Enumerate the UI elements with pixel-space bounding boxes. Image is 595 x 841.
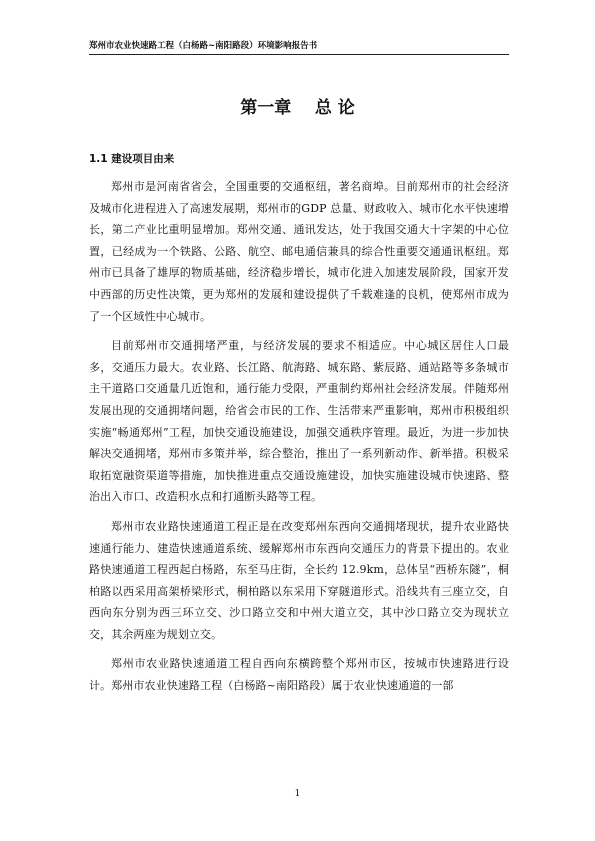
paragraph: 郑州市农业路快速通道工程正是在改变郑州东西向交通拥堵现状，提升农业路快速通行能力、建造快速通道系统、缓解郑州市东西向交通压力的背景下提出的。农业路快速通道工程西起白杨路，东至马庄街，全长约 12.9km，总体呈“西桥东隧”，桐柏路以西采用高架桥梁形式，桐柏路以东采用下穿隧道形式。沿线共有三座立交，自西向东分别为西三环立交、沙口路立交和中州大道立交，其中沙口路立交为现状立交，其余两座为规划立交。 bbox=[89, 519, 509, 641]
chapter-title: 第一章 总 论 bbox=[240, 98, 355, 118]
body-text bbox=[89, 176, 509, 697]
header-divider bbox=[89, 54, 509, 55]
paragraph: 郑州市农业路快速通道工程自西向东横跨整个郑州市区，按城市快速路进行设计。郑州市农业快速路工程（白杨路~南阳路段）属于农业快速通道的一部 bbox=[89, 657, 509, 693]
running-header: 郑州市农业快速路工程（白杨路~南阳路段）环境影响报告书 bbox=[89, 41, 318, 51]
paragraph: 郑州市是河南省省会，全国重要的交通枢纽，著名商埠。目前郑州市的社会经济及城市化进程进入了高速发展期，郑州市的GDP 总量、财政收入、城市化水平快速增长，第二产业比重明显增加。郑州交通、通讯发达，处于我国交通大十字架的中心位置，已经成为一个铁路、公路、航空、邮电通信兼具的综合性重要交通通讯枢纽。郑州市已具备了雄厚的物质基础，经济稳步增长，城市化进入加速发展阶段，国家开发中西部的历史性决策，更为郑州的发展和建设提供了千载难逢的良机，使郑州市成为了一个区域性中心城市。 bbox=[89, 180, 509, 323]
section-heading: 1.1 建设项目由来 bbox=[89, 153, 175, 165]
page-number: 1 bbox=[294, 789, 301, 799]
paragraph: 目前郑州市交通拥堵严重，与经济发展的要求不相适应。中心城区居住人口最多，交通压力最大。农业路、长江路、航海路、城东路、紫辰路、通站路等多条城市主干道路口交通量几近饱和，通行能力受限，严重制约郑州社会经济发展。伴随郑州发展出现的交通拥堵问题，给省会市民的工作、生活带来严重影响，郑州市积极组织实施“畅通郑州”工程，加快交通设施建设，加强交通秩序管理。最近，为进一步加快解决交通拥堵，郑州市多策并举，综合整治，推出了一系列新动作、新举措。积极采取拓宽融资渠道等措施，加快推进重点交通设施建设，加快实施建设城市快速路、整治出入市口、改造积水点和打通断头路等工程。 bbox=[89, 339, 509, 504]
